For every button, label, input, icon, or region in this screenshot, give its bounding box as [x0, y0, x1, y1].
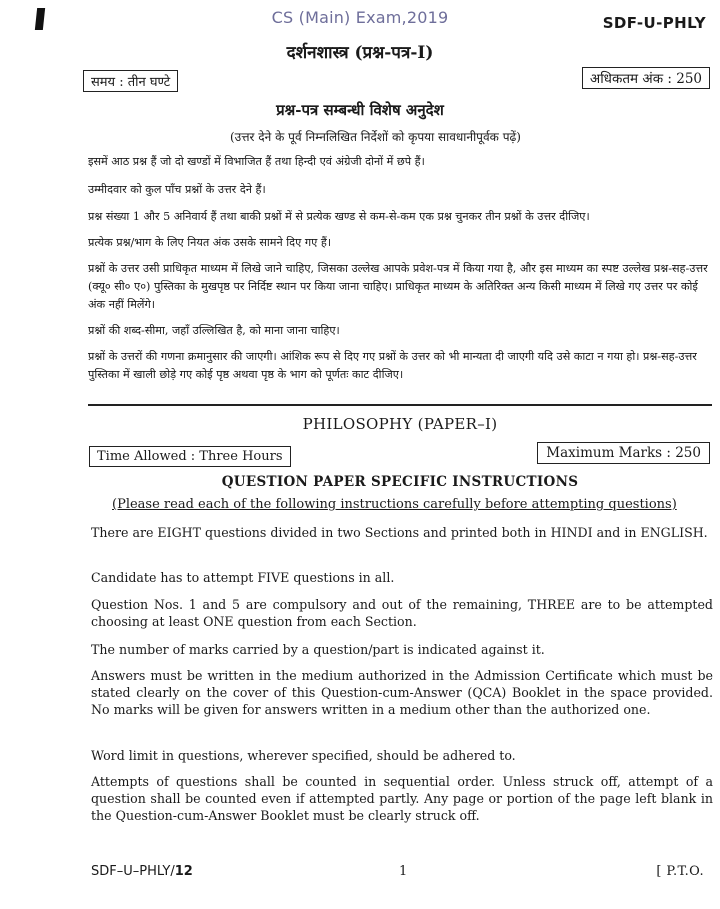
hindi-instruction: प्रश्नों के उत्तर उसी प्राधिकृत माध्यम में लिखे जाने चाहिए, जिसका उल्लेख आपके प्रवेश-पत्र में किया गया है, और इस माध्यम का स्पष्ट उल्लेख प्रश्न-सह-उत्तर (क्यू० सी० ए०) पुस्तिका के मुखपृष्ठ पर निर्दिष्ट स्थान पर किया जाना चाहिए। प्राधिकृत माध्यम के अतिरिक्त अन्य किसी माध्यम में लिखे गए उत्तर पर कोई अंक नहीं मिलेंगे।	[88, 262, 708, 311]
english-time-allowed: Time Allowed : Three Hours	[89, 446, 291, 467]
footer-code-prefix: SDF–U–PHLY/	[91, 864, 175, 879]
hindi-instruction: प्रश्नों के उत्तरों की गणना क्रमानुसार की जाएगी। आंशिक रूप से दिए गए प्रश्नों के उत्तर को भी मान्यता दी जाएगी यदि उसे काटा न गया हो। प्रश्न-सह-उत्तर पुस्तिका में खाली छोड़े गए कोई पृष्ठ अथवा पृष्ठ के भाग को पूर्णतः काट दीजिए।	[88, 350, 697, 381]
english-instruction: Answers must be written in the medium authorized in the Admission Certificate which must be stated clearly on the cover of this Question-cum-Answer (QCA) Booklet in the space provided. No marks will be given for answers written in a medium other than the authorized one.	[91, 668, 713, 717]
english-instruction: The number of marks carried by a question/part is indicated against it.	[91, 642, 545, 657]
english-instruction: Attempts of questions shall be counted in sequential order. Unless struck off, attempt of a question shall be counted even if attempted partly. Any page or portion of the page left blank in the Question-cum-Answer Booklet must be clearly struck off.	[91, 774, 713, 823]
english-instruction: Word limit in questions, wherever specified, should be adhered to.	[91, 748, 516, 763]
footer-code-number: 12	[174, 864, 193, 879]
hindi-instructions-heading: प्रश्न-पत्र सम्बन्धी विशेष अनुदेश	[276, 101, 444, 119]
please-turn-over: [ P.T.O.	[656, 864, 704, 879]
english-subject-title: PHILOSOPHY (PAPER–I)	[302, 415, 498, 433]
hindi-instruction: प्रश्नों की शब्द-सीमा, जहाँ उल्लिखित है, को माना जाना चाहिए।	[88, 324, 340, 337]
hindi-subject-title: दर्शनशास्त्र (प्रश्न-पत्र-I)	[286, 43, 434, 63]
exam-watermark: CS (Main) Exam,2019	[271, 8, 449, 27]
hindi-instruction: प्रश्न संख्या 1 और 5 अनिवार्य हैं तथा बाकी प्रश्नों में से प्रत्येक खण्ड से कम-से-कम एक प्रश्न चुनकर तीन प्रश्नों के उत्तर दीजिए।	[88, 210, 590, 223]
english-instruction: Question Nos. 1 and 5 are compulsory and out of the remaining, THREE are to be attempted choosing at least ONE question from each Section.	[91, 597, 713, 629]
footer-paper-code	[91, 864, 193, 879]
hindi-instruction: इसमें आठ प्रश्न हैं जो दो खण्डों में विभाजित हैं तथा हिन्दी एवं अंग्रेजी दोनों में छपे हैं।	[88, 155, 425, 168]
english-maximum-marks: Maximum Marks : 250	[537, 442, 710, 464]
english-read-note: (Please read each of the following instructions carefully before attempting questions)	[112, 497, 677, 512]
hindi-instruction: उम्मीदवार को कुल पाँच प्रश्नों के उत्तर देने हैं।	[88, 183, 266, 196]
hindi-time-allowed: समय : तीन घण्टे	[83, 70, 178, 92]
english-instruction: Candidate has to attempt FIVE questions in all.	[91, 570, 395, 585]
page-number: 1	[399, 864, 408, 879]
hindi-read-note: (उत्तर देने के पूर्व निम्नलिखित निर्देशों को कृपया सावधानीपूर्वक पढ़ें)	[230, 130, 521, 144]
paper-code: SDF-U-PHLY	[602, 14, 706, 32]
english-instruction: There are EIGHT questions divided in two Sections and printed both in HINDI and in ENGLISH.	[91, 525, 708, 540]
hindi-instruction: प्रत्येक प्रश्न/भाग के लिए नियत अंक उसके सामने दिए गए हैं।	[88, 236, 332, 249]
section-divider	[88, 404, 712, 406]
hindi-maximum-marks: अधिकतम अंक : 250	[582, 67, 710, 89]
english-instructions-heading: QUESTION PAPER SPECIFIC INSTRUCTIONS	[221, 474, 579, 490]
